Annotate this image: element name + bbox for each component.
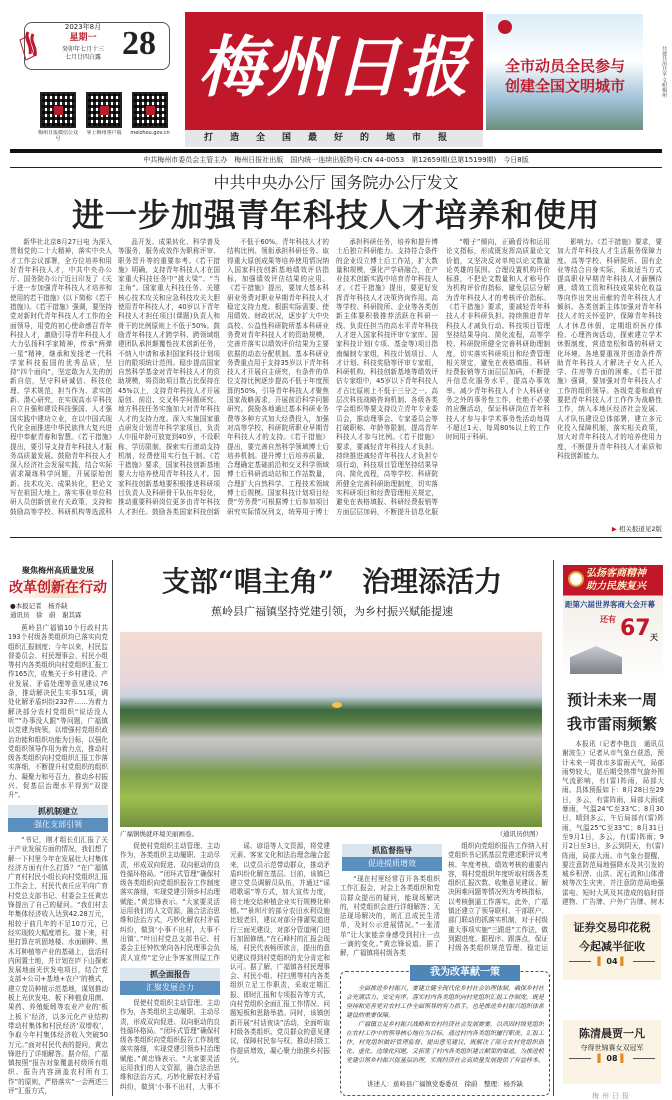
teaser-title-1: 陈清晨贾一凡 [579, 1027, 645, 1040]
feature-paragraph: “现在村里经常召开各类组织工作汇报会，对会上各类组织和党员群众提出的疑问，能现场解决的，村党组织会进行详细解答；无法现场解决的，则汇总成民生清单，及时公示进展情况。”一张清单”让大家能亲身感受到村庄一点一滴的变化。”黄忠锋说道。据了解，广福镇将村级各类 [340, 875, 440, 958]
weather-headline-2: 我市雷雨频繁 [566, 715, 657, 733]
series-kicker: 聚焦梅州高质量发展 [22, 565, 94, 575]
feature-paragraph: 促使村党组织主动管理、主动作为，各类组织主动履职、主动尽责，形成双向促进、双向驱动的良性循环格局。“闭环式管理”确保村级各类组织向党组织报告工作制度落实落细，实现党建引领乡村治理赋能。”黄忠锋表示。“大家要灵活运用我们的人文资源，融合法治思维和法治方式，巧妙化解农村矛盾纠纷，做到‘小事不出村，大事不出镇’。”叶田村党总支部书记、村委会主任钟钦荣向各村民理事会负责人宣传“定分止争客家围屋工作 [120, 842, 220, 962]
qr-caption: meizhou.gov.cn [130, 130, 170, 136]
section-head-bottom: 汇聚发展合力 [120, 981, 220, 995]
byline-correspondents: 通讯员 徐 蔚 谢其霖 [10, 611, 82, 619]
lead-paragraph: 不低于60%。青年科技人才的结构比例、领衔承担科研任务、取得重大原创成果等培养使用情况纳入国家科技创新基地绩效评估指标，加强绩效评估结果的应用。《若干措施》提出，要加大基本科研业务费对职业早期青年科技人才稳定支持力度。根据实际需要、使用绩效、财政状况，逐步扩大中央高校、公益性科研院所基本科研业务费对青年科技人才的资助规模，完善并落实以绩效评价结果为主要依据的动态分配机制。基本科研业务费重点用于支持35岁以下青年科技人才开展自主研究，有条件的单位支持比例逐步提高不低于年度预算的50%，引导青年科技人才聚焦国家战略需求，开展前沿科学问题研究。鼓励各地通过基本科研业务费等多种方式加大经费投入，加强对高等学校、科研院所职业早期青年科技人才的支持。《若干措施》提出，要完善自然科学领域博士后培养机制。提升博士后培养质量，合理确定基础前沿和交叉科学领域博士后科研流动站和工作站数量，合理扩大自然科学、工程技术领域博士后规模。国家科技计划项目经费“劳务费”可根据博士后参加项目研究实际情况列支，统筹用于博士 [227, 238, 329, 516]
qr-caption: 掌上梅州客户端 [86, 130, 122, 136]
watermark: 梅州日报 [592, 1092, 632, 1100]
section-head-top: 抓机制建立 [8, 805, 108, 818]
conference-logo-icon [568, 571, 584, 587]
lead-paragraph: 新华社北京8月27日电 为深入贯彻党的二十大精神，落实中央人才工作会议部署，全方位培养和用好青年科技人才，中共中央办公厅、国务院办公厅近日印发了《关于进一步加强青年科技人才培养和使用的若干措施》(以下简称《若干措施》)。《若干措施》强调，要坚持党对新时代青年科技人才工作的全面领导，用党的初心使命感召青年科技人才，激励引导青年科技人才大力弘扬科学家精神，传承“两弹一星”精神，继承和发扬老一代科学家科技报国的优秀品质，坚持“四个面向”，坚定敢为人先的创新自信，坚守科研诚信、科技伦理、学术规范，担当作为、求实创新、潜心研究，在实现高水平科技自立自强和建设科技强国、人才强国实践中建功立业，在以中国式现代化全面推进中华民族伟大复兴进程中奉献青春和智慧。《若干措施》提出，要引导支持青年科技人才服务高质量发展。鼓励青年科技人才深入经济社会发展实践，结合实际需求凝练科学问题，开展原始创新、技术攻关、成果转化，把论文写在祖国大地上。落实事业单位科研人员创新创业有关政策，支持和鼓励高等学校、科研机构等选派科 [10, 238, 112, 516]
lead-column-2 [118, 238, 220, 517]
byline [10, 602, 108, 620]
lunar-date: 癸卯年七月十三 [61, 46, 104, 53]
section-head-report [120, 968, 220, 995]
promo-line-1: 弘扬客商精神 [586, 568, 646, 579]
page-marker-icon: ▌ [620, 1054, 627, 1063]
feature-headline[interactable]: 支部“唱主角” 治理添活力 [161, 565, 503, 598]
lead-kicker: 中共中央办公厅 国务院办公厅发文 [213, 173, 459, 192]
weather-paragraph: 本报讯（记者李艳良 通讯员谢波生）记者从市气象台获悉，预计未来一周我市多雷雨天气，局部雨势较大，尾后期受热带气旋外围气流影响，有(雷)阵雨，局部大雨。具体预报如下：8月28日至29日，多云，有雷阵雨，局部大雨或暴雨，气温24℃至33℃；8月30日，晴到多云，午后局部有(雷)阵雨，气温25℃至33℃；8月31日至9月1日，多云，有(雷)阵雨；9月2日至3日，多云到阴天，有(雷)阵雨，局部大雨。市气象台提醒，要注意防范局地强降水及其引发的城乡积涝、山洪、泥石流和山体滑坡等次生灾害，并注意防范局地强雷电、短时大风及其造成的临时搭建物、广告牌、户外广告牌、树木 [562, 740, 664, 907]
byline-reporter: ● 本报记者 杨乔缺 [15, 602, 68, 610]
date-lunar [46, 46, 120, 62]
lead-paragraph: 品开发、成果转化、科学普及等服务，服务成效作为职称评审、职务晋升等的重要参考。《若干措施》明确，支持青年科技人才在国家重大科技任务中“挑大梁”、“当主角”。国家重大科技任务、关键核心技术攻关和应急科技攻关大胆使用青年科技人才，40岁以下青年科技人才担任项目(课题)负责人和骨干的比例原则上不低于50%。鼓励青年科技人才跨学科、跨领域组建团队承担颠覆性技术创新任务，不纳入申请和承担国家科技计划项目的限项统计范围。稳步提高国家自然科学基金对青年科技人才的资助规模，将资助项目数占比保持在45%以上，支持青年科技人才开展原创、前沿、交叉科学问题研究。地方科技任务实施加大对青年科技人才的支持力度。深入实施国家重点研发计划青年科学家项目，负责人申报年龄可放宽到40岁，不设职称、学历限制，探索实行滚动支持机制，经费使用实行包干制。《若干措施》要求，国家科技创新基地要大力培养使用青年科技人才。国家科技创新基地要积极推进科研项目负责人及科研骨干队伍年轻化，推动重要科研岗位更多由青年科技人才担任。鼓励各类国家科技创新 [118, 238, 220, 516]
column-divider [553, 560, 554, 1096]
ad-line-1: 全市动员全民参与 [504, 57, 625, 75]
teaser-badminton[interactable] [563, 1020, 661, 1084]
teaser-subtitle: 夺得世锦赛女双冠军 [580, 1044, 644, 1052]
lead-column-6 [557, 238, 662, 517]
teaser-page-number: 04 [606, 957, 618, 966]
teaser-page [563, 1053, 661, 1065]
qr-code-app-icon[interactable] [86, 92, 122, 128]
civilization-logo-icon [498, 20, 512, 34]
publication-info: 中共梅州市委员会主管主办 梅州日报社出版 国内统一连续出版物号:CN 44-0053 第12659期(总第15199期) 今日8版 [143, 156, 529, 164]
date-weekday: 星期一 [69, 33, 97, 43]
photo-credit: （通讯员供图） [496, 830, 542, 838]
feature-paragraph: 谣、谚语等人文资源，将党建元素、客家文化和法治理念融合起来，以党员示范带动群众，推动矛盾纠纷化解在基层。目前，该镇已建立党员调解员队伍，并通过“谣唱歌谣”等方式，加大宣传力度，将土地交给种植企业实行规模化种植。”“景坝片的部分农田水利设施比较老旧，建议对部分排灌渠道进行三面光建设，对部分管道闸门进行加固修缮。”在石峰村的汇报会现场，村民代表畅所欲言，提出的意见建议得到村党组织的充分肯定和认可。据了解，广福镇各村民理事会、村民小组、村扫黑等村内各类组织立足工作职责，采取定期汇报、即时汇报和专项报告等方式，向村党组织全面汇报工作情况、问题短板和思路举措。同时，该镇创新开展“村话夜谈”活动，全面听取村级各类组织、党员群众的意见建议，保障村民参与权，推动村级工作提质增效，凝心聚力助推乡村振兴。 [230, 842, 330, 1064]
essay-text [346, 984, 544, 1076]
teaser-title-1: 证券交易印花税 [573, 921, 651, 934]
section-head-bottom: 强化支部引领 [8, 818, 108, 832]
feature-column-3 [120, 842, 220, 963]
weather-body [562, 740, 664, 907]
teaser-page [563, 956, 661, 968]
feature-column-3b [120, 999, 220, 1092]
essay-paragraph: 全面推进乡村振兴，要建立健全现代化乡村社会治理体制，确保乡村社会充满活力、安定有序。落实村内各类组织向村党组织汇报工作制度，既是坚持和完善党对农村工作全面领导的有力抓手，也是推进乡村振兴组织体系建设的重要保障。 [346, 985, 544, 1019]
ad-side-text: 共建共治共享 文明梅州 [645, 14, 667, 130]
countdown-unit: 天 [650, 632, 658, 642]
teaser-page-number: 08 [606, 1054, 618, 1063]
divider [10, 167, 662, 168]
column-divider [112, 560, 113, 1096]
essay-title: 我为改革献一策 [410, 965, 520, 981]
feature-column-1 [8, 624, 108, 801]
lead-paragraph: 影响力。《若干措施》要求，要加大青年科技人才生活服务保障力度。高等学校、科研院所、国有企业等结合自身实际，采取适当方式提高职业早期青年科技人才薪酬待遇，绩效工资和科技成果转化收益等向作出突出贡献的青年科技人才倾斜。各类创新主体加强对青年科技人才的关怀爱护，保障青年科技人才休息休假，定期组织医疗体检、心理咨询活动，探索建立学术休假制度，营造宽松和谐的科研文化环境。各地要重视并创造条件帮助青年科技人才解决子女入托入学、住房等方面的困难。《若干措施》强调，要加强对青年科技人才工作的组织领导。各级党委和政府要把青年科技人才工作作为战略性工作，纳入本地区经济社会发展、人才队伍建设总体部署，建立多元化投入保障机制，落实相关政策，加大对青年科技人才的培养使用力度，不断提升青年科技人才素质和科技创新能力。 [557, 238, 662, 460]
feature-paragraph: 蕉岭县广福镇10个行政村共193个村级各类组织均已落实向党组织汇报制度；今年以来，村民监督委员会、村民理事会、村民小组等村内各类组织向村党组织汇报工作165次，收集关于乡村建设、产业发展、矛盾处理等意见建议76条，推动解决民生实事51项，调处化解矛盾纠纷232件……为着力解决部分农村党组织“说话没人听”“办事没人跟”等问题，广福镇以党建为统领，以增强村党组织政治功能和组织功能为目标，以强化党组织领导作用为着力点，推动村级各类组织向村党组织汇报工作落实落细，不断提升村党组织的组织力、凝聚力和号召力，推动乡村振兴、促基层治理水平得到“双提升”。 [8, 624, 108, 800]
date-day: 28 [122, 25, 156, 62]
lead-column-4 [336, 238, 438, 517]
ad-text [488, 56, 642, 96]
town-aerial-photo [120, 632, 542, 827]
section-head-bottom: 促进提质增效 [342, 857, 442, 871]
promo-still: 还有 [600, 614, 616, 624]
series-title: 改革创新在行动 [9, 580, 107, 596]
essay-signature: 讲述人：蕉岭县广福镇党委委员 徐蔚 整理：杨乔缺 [367, 1080, 523, 1088]
feature-subheadline: 蕉岭县广福镇坚持党建引领，为乡村振兴赋能提速 [211, 605, 453, 618]
lead-column-1 [10, 238, 112, 517]
qr-caption: 梅州日报微信公众号 [37, 130, 78, 142]
section-head-supervision [342, 844, 442, 871]
page-marker-icon: ▌ [597, 957, 604, 966]
teaser-title-2: 今起减半征收 [579, 940, 645, 953]
promo-line-3: 距第六届世界客商大会开幕 [565, 600, 655, 609]
lead-paragraph: 承担科研任务，培养和提升博士后独立科研能力。支持符合条件的企业设立博士后工作站，扩大数量和规模，强化产学研融合，在产业技术创新实践中培育青年科技人才。《若干措施》提出，要更好发挥青年科技人才决策咨询作用。高等学校、科研院所、企业等各类创新主体要积极推荐活跃在科研一线、负责任担当的高水平青年科技人才进入国家科技评审专家库。国家科技计划(专项、基金等)项目指南编制专家组，科技计划项目、人才计划、科技奖励等评审专家组，科研机构、科技创新基地等绩效评估专家组中，45岁以下青年科技人才占比原则上不低于三分之一。高层次科技战略咨询机制、各级各类学会组织等要支持设立青年专业委员会，推动理事会、专家委员会等打破职称、年龄等限制，提高青年科技人才参与比例。《若干措施》要求，要减轻青年科技人才负担。持续推进减轻青年科技人才负担专项行动，科技项目管理坚持结果导向、简化流程，高等学校、科研院所健全完善科研助理制度，切实落实科研项目和经费管理相关规定，避免在表格填报、科研经费报销等方面层层加码，不断提升信息化服 [336, 238, 438, 516]
weather-headline-1: 预计未来一周 [566, 691, 657, 709]
feature-paragraph: 促使村党组织主动管理、主动作为，各类组织主动履职、主动尽责，形成双向促进、双向驱动的良性循环格局。“闭环式管理”确保村级各类组织向党组织报告工作制度落实落细，实现党建引领乡村治理赋能。”黄忠锋表示。“大家要灵活运用我们的人文资源，融合法治思维和法治方式，巧妙化解农村矛盾纠纷，做到‘小事不出村，大事不 [120, 999, 220, 1091]
section-head-top: 抓监督指导 [342, 844, 442, 857]
qr-code-wechat-icon[interactable] [40, 92, 76, 128]
feature-column-6 [448, 842, 548, 954]
feature-column-2 [8, 836, 108, 1096]
feature-paragraph: 组织向党组织报告工作纳入村党组织书记抓基层党建述职评议考核、年度考核、绩效考核的重要内容，将村党组织年度听取村级各类组织汇报次数、收集意见建议、解决困难问题等情况列为考核指标，以考核倒逼工作落实。此外，广福镇还建立了领导联村、干部联户、部门联动的抓落实机制，对于村级重大事项实施“三跟进”工作法，做到跟进度、跟程序、跟落点，保证村级各类组织规范管理、稳定运 [448, 842, 548, 953]
section-head-mechanism [8, 805, 108, 832]
lead-headline[interactable]: 进一步加强青年科技人才培养和使用 [71, 196, 600, 234]
masthead-rule [10, 149, 662, 153]
feature-paragraph: “书记，刚才组长们汇报了关于产业发展方面的情况，我们想了解一下村里今年在发展壮大村集体经济方面有什么打算？”在广福镇广育村村民小组长向村党组织汇报工作会上，村民代表丘应平向广育村党总支部书记、村委会主任黄忠锋提出了自己的疑问。“我们村去年集体经济收入达到42.28万元，相较于前几年的不足10万元，已经实现较大幅度增长。接下来，村里打算在巩固地楼、水面刷种、黑木耳种植等产业的基础上，盘活村内闲置土地，并计划在庐下山探索发展地面光伏发电项目，结合‘党支部+公司+基地+农户’的模式，建立党员种植示范基地，谋划推动板上光伏发电、板下种植食用菌、果药、养殖蚯蚓等农业产业的‘板上板下’经济，以多元化产业结构带动村集体和村民经济‘双增收’，争取今年村集体经济收入突破50万元。”面对村民代表的提问，黄忠锋进行了详细解答。据介绍，广福镇按照“报告对象覆盖村级所有组织、报告内容涵盖农村所有工作”的原则，严格落实“一会两述三评”汇报方式， [8, 836, 108, 1096]
newspaper-logo-icon [18, 30, 44, 64]
masthead-slogan: 打造全国最好的地市报 [185, 130, 483, 147]
lead-paragraph: “帽子”倾向，正确看待和运用论文指标，形成既发挥高质量论文价值，又坚决反对单纯以论文数量论英雄的氛围。合理设置机构评价标准，不把论文数量和人才称号作为机构评价的指标，避免层层分解为青年科技人才的考核评价指标。《若干措施》要求，要减轻青年科技人才非科研负担。持续推进青年科技人才减负行动。科技项目管理坚持结果导向、简化流程，高等学校、科研院所健全完善科研助理制度，切实落实科研项目和经费管理相关规定，避免在表格填报、科研经费报销等方面层层加码，不断提升信息化服务水平，提高办事效率。减少青年科技人才个人科研业务之外的事务性工作，杜绝不必要的应酬活动，保证科研岗位青年科技人才参与非学术事务性活动每周不超过1天、每周80%以上的工作时间用于科研。 [446, 238, 550, 442]
lead-column-5 [446, 238, 550, 517]
feature-column-5 [340, 875, 440, 959]
lead-column-3 [227, 238, 329, 517]
photo-caption: 广福镇焕就环境美丽画卷。 [120, 830, 198, 838]
section-head-top: 抓全面报告 [120, 968, 220, 981]
countdown-days: 67 [620, 616, 651, 641]
solar-term: 七月廿四白露 [64, 54, 101, 61]
sunset-icon [332, 702, 342, 708]
related-link[interactable]: ▶ 相关报道见2版 [560, 525, 662, 534]
newspaper-title: 梅州日报 [198, 28, 470, 106]
feature-column-4 [230, 842, 330, 1093]
qr-code-web-icon[interactable] [132, 92, 168, 128]
page-marker-icon: ▌ [597, 1054, 604, 1063]
teaser-stamp-tax[interactable] [563, 914, 661, 980]
section-divider [10, 537, 662, 538]
promo-line-2: 助力民族复兴 [586, 581, 646, 592]
page-marker-icon: ▌ [620, 957, 627, 966]
weather-headline[interactable] [558, 688, 666, 736]
ad-line-2: 创建全国文明城市 [504, 77, 625, 95]
date-year-month: 2023年8月 [64, 23, 102, 31]
essay-paragraph: 广福镇立足乡村振兴战略和农村经济社会发展需要，以巩固村级党组织在农村工作中的领导核心地位为目标，通过村内各类组织履行职责、汇报工作，村党组织做好管理监督、提出意见建议，既解决了部分农村党组织弱化、虚化、边缘化问题，又拓宽了村内各类组织建言献策的渠道，为推进机党建引领乡村振兴促基层治理，实现经济社会高质量发展提供了有益样本。 [346, 1021, 544, 1064]
